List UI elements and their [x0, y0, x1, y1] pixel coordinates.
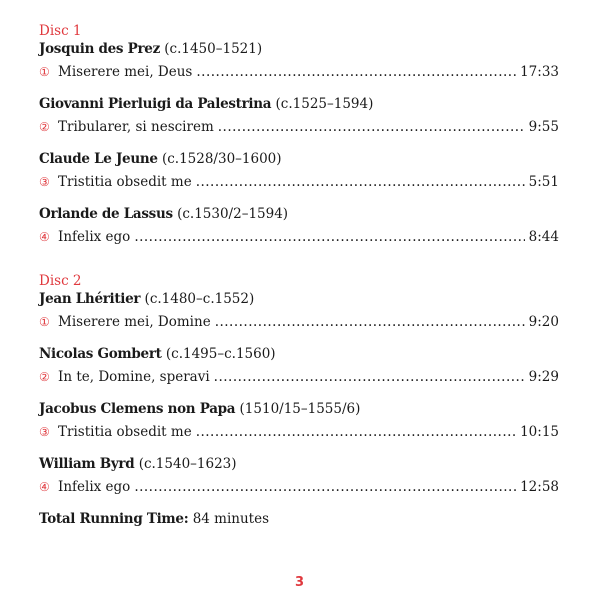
track-line	[39, 63, 559, 81]
composer-dates: (c.1530/2–1594)	[177, 206, 289, 222]
composer-line	[39, 400, 559, 418]
track-number: ①	[39, 65, 50, 79]
composer-line	[39, 95, 559, 113]
disc-label: Disc 1	[39, 23, 82, 39]
track-number: ②	[39, 120, 50, 134]
track-title: Miserere mei, Deus	[58, 64, 193, 80]
disc-2-section	[39, 272, 559, 496]
page-number: 3	[294, 575, 305, 590]
composer-dates: (c.1495–c.1560)	[165, 346, 276, 362]
dot-leader	[196, 63, 516, 81]
track-line	[39, 423, 559, 441]
composer-line	[39, 290, 559, 308]
composer-line	[39, 345, 559, 363]
track-entry	[39, 400, 559, 441]
disc-separator	[39, 260, 559, 272]
composer-name: Giovanni Pierluigi da Palestrina	[39, 96, 272, 112]
dot-leader	[215, 313, 525, 331]
composer-dates: (c.1528/30–1600)	[161, 151, 282, 167]
dot-leader	[196, 173, 525, 191]
track-title: Tribularer, si nescirem	[58, 119, 214, 135]
track-duration: 10:15	[520, 424, 559, 440]
track-entry	[39, 95, 559, 136]
track-number: ④	[39, 480, 50, 494]
composer-name: Claude Le Jeune	[39, 151, 158, 167]
dot-leader	[218, 118, 525, 136]
track-entry	[39, 205, 559, 246]
track-entry	[39, 150, 559, 191]
dot-leader	[134, 228, 524, 246]
total-value: 84 minutes	[192, 511, 270, 527]
total-running-time	[39, 510, 559, 528]
composer-name: William Byrd	[39, 456, 135, 472]
track-number: ④	[39, 230, 50, 244]
track-duration: 9:20	[528, 314, 559, 330]
track-title: Tristitia obsedit me	[58, 174, 192, 190]
track-line	[39, 368, 559, 386]
track-number: ③	[39, 425, 50, 439]
composer-name: Orlande de Lassus	[39, 206, 173, 222]
track-duration: 8:44	[528, 229, 559, 245]
disc-label: Disc 2	[39, 273, 82, 289]
track-listing	[39, 22, 559, 528]
track-title: Miserere mei, Domine	[58, 314, 211, 330]
composer-line	[39, 40, 559, 58]
dot-leader	[196, 423, 516, 441]
track-number: ②	[39, 370, 50, 384]
track-line	[39, 313, 559, 331]
track-title: Infelix ego	[58, 229, 131, 245]
track-entry	[39, 290, 559, 331]
composer-dates: (c.1540–1623)	[138, 456, 237, 472]
track-duration: 9:29	[528, 369, 559, 385]
track-duration: 5:51	[528, 174, 559, 190]
composer-line	[39, 150, 559, 168]
track-title: Tristitia obsedit me	[58, 424, 192, 440]
composer-name: Jacobus Clemens non Papa	[39, 401, 236, 417]
composer-line	[39, 455, 559, 473]
track-duration: 12:58	[520, 479, 559, 495]
composer-name: Josquin des Prez	[39, 41, 160, 57]
track-title: In te, Domine, speravi	[58, 369, 210, 385]
composer-name: Nicolas Gombert	[39, 346, 162, 362]
track-number: ③	[39, 175, 50, 189]
track-number: ①	[39, 315, 50, 329]
composer-name: Jean Lhéritier	[39, 291, 141, 307]
composer-dates: (c.1450–1521)	[164, 41, 263, 57]
track-line	[39, 228, 559, 246]
composer-dates: (c.1480–c.1552)	[144, 291, 255, 307]
composer-dates: (c.1525–1594)	[275, 96, 374, 112]
track-line	[39, 478, 559, 496]
track-entry	[39, 345, 559, 386]
track-duration: 17:33	[520, 64, 559, 80]
track-entry	[39, 455, 559, 496]
dot-leader	[214, 368, 525, 386]
composer-dates: (1510/15–1555/6)	[239, 401, 361, 417]
track-entry	[39, 40, 559, 81]
dot-leader	[134, 478, 516, 496]
track-line	[39, 118, 559, 136]
disc-1-section	[39, 22, 559, 246]
track-title: Infelix ego	[58, 479, 131, 495]
track-duration: 9:55	[528, 119, 559, 135]
track-line	[39, 173, 559, 191]
composer-line	[39, 205, 559, 223]
total-label: Total Running Time:	[39, 511, 189, 527]
